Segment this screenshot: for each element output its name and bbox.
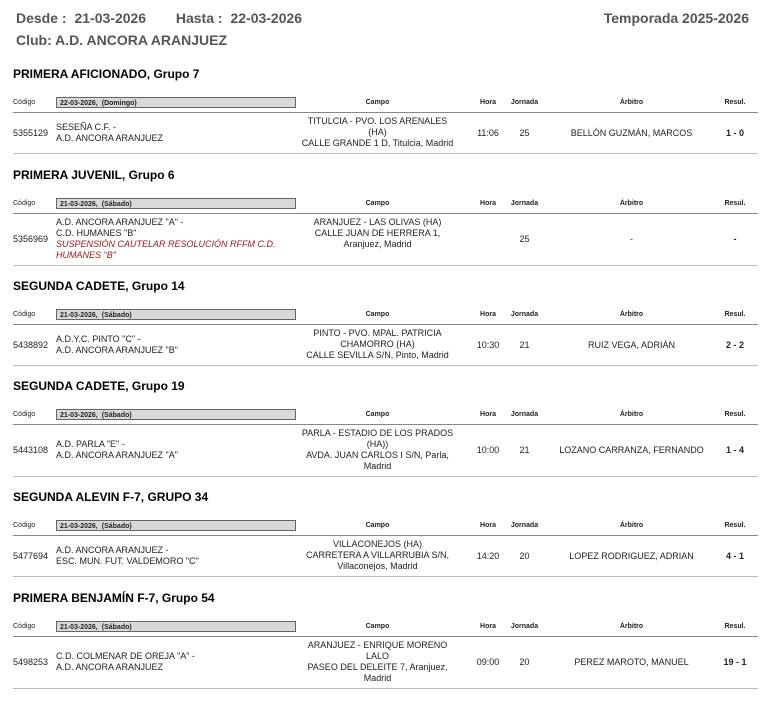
match-date: 22-03-2026, bbox=[60, 100, 98, 107]
header-divider bbox=[13, 535, 758, 536]
match-time: 14:20 bbox=[476, 550, 500, 561]
col-arbitro-header: Árbitro bbox=[619, 311, 644, 318]
col-resul-header: Resul. bbox=[724, 623, 746, 630]
match-referee: BELLÓN GUZMÁN, MARCOS bbox=[570, 127, 693, 138]
match-time: 11:06 bbox=[477, 127, 499, 138]
match-round: 25 bbox=[519, 234, 530, 244]
col-arbitro-header: Árbitro bbox=[619, 200, 644, 207]
header-divider bbox=[13, 424, 758, 425]
match-venue bbox=[296, 217, 459, 250]
home-team: A.D. ANCORA ARANJUEZ "A" - bbox=[56, 217, 184, 227]
venue-line: PINTO - PVO. MPAL. PATRICIA bbox=[313, 328, 442, 338]
match-round: 20 bbox=[519, 550, 530, 561]
col-arbitro-header: Árbitro bbox=[619, 522, 644, 529]
col-hora-header: Hora bbox=[480, 311, 496, 318]
venue-line: TITULCIA - PVO. LOS ARENALES bbox=[307, 116, 448, 126]
row-divider bbox=[13, 153, 758, 154]
match-venue bbox=[296, 640, 459, 684]
match-referee: - bbox=[630, 234, 633, 244]
match-date-box bbox=[56, 309, 296, 320]
home-team: A.D. ANCORA ARANJUEZ - bbox=[56, 544, 169, 555]
desde-label: Desde : bbox=[16, 10, 67, 26]
club-value: A.D. ANCORA ARANJUEZ bbox=[55, 32, 228, 48]
col-resul-header: Resul. bbox=[724, 522, 746, 529]
col-hora-header: Hora bbox=[480, 99, 496, 106]
col-codigo-header: Código bbox=[13, 311, 36, 318]
away-team: A.D. ANCORA ARANJUEZ bbox=[56, 662, 164, 672]
col-hora-header: Hora bbox=[480, 623, 496, 630]
match-day: (Sábado) bbox=[101, 624, 132, 631]
home-team: A.D. PARLA "E" - bbox=[56, 439, 125, 449]
col-campo-header: Campo bbox=[365, 200, 390, 207]
col-resul-header: Resul. bbox=[724, 200, 746, 207]
match-result: 4 - 1 bbox=[725, 550, 744, 561]
match-date-box bbox=[56, 621, 296, 632]
match-time: 10:00 bbox=[476, 445, 500, 455]
match-date-box bbox=[56, 97, 296, 108]
match-teams bbox=[56, 122, 301, 144]
match-teams bbox=[56, 545, 301, 567]
competition-title: SEGUNDA CADETE, Grupo 14 bbox=[13, 279, 185, 293]
col-campo-header: Campo bbox=[365, 411, 390, 418]
col-arbitro-header: Árbitro bbox=[619, 623, 644, 630]
venue-line: Madrid bbox=[363, 673, 392, 683]
match-round: 20 bbox=[519, 657, 530, 667]
col-campo-header: Campo bbox=[365, 522, 390, 529]
venue-line: LALO bbox=[365, 651, 389, 661]
venue-line: CHAMORRO (HA) bbox=[340, 339, 415, 349]
col-arbitro-header: Árbitro bbox=[619, 411, 644, 418]
competition-title: PRIMERA BENJAMÍN F-7, Grupo 54 bbox=[13, 591, 215, 605]
venue-line: CALLE SEVILLA S/N, Pinto, Madrid bbox=[306, 350, 449, 360]
match-date: 21-03-2026, bbox=[60, 201, 98, 208]
home-team: SESEÑA C.F. - bbox=[56, 121, 117, 132]
match-code: 5438892 bbox=[13, 339, 49, 350]
match-day: (Sábado) bbox=[101, 201, 132, 208]
row-divider bbox=[13, 476, 758, 477]
match-teams bbox=[56, 439, 301, 461]
away-team: ESC. MUN. FUT. VALDEMORO "C" bbox=[56, 555, 199, 566]
venue-line: Villaconejos, Madrid bbox=[337, 561, 418, 571]
match-referee: RUIZ VEGA, ADRIÁN bbox=[587, 339, 676, 350]
row-divider bbox=[13, 265, 758, 266]
col-jornada-header: Jornada bbox=[510, 99, 539, 106]
col-codigo-header: Código bbox=[13, 99, 36, 106]
row-divider bbox=[13, 365, 758, 366]
match-day: (Sábado) bbox=[101, 523, 132, 530]
row-divider bbox=[13, 576, 758, 577]
match-day: (Domingo) bbox=[101, 100, 137, 107]
venue-line: (HA)) bbox=[366, 439, 389, 449]
match-code: 5443108 bbox=[13, 445, 49, 455]
match-code: 5356969 bbox=[13, 234, 49, 244]
match-time: 10:30 bbox=[476, 339, 500, 350]
venue-line: CALLE JUAN DE HERRERA 1, bbox=[314, 228, 441, 238]
venue-line: PASEO DEL DELEITE 7, Aranjuez, bbox=[307, 662, 448, 672]
match-result: 2 - 2 bbox=[725, 339, 744, 350]
col-campo-header: Campo bbox=[365, 623, 390, 630]
col-campo-header: Campo bbox=[365, 99, 390, 106]
col-hora-header: Hora bbox=[480, 522, 496, 529]
col-codigo-header: Código bbox=[13, 522, 36, 529]
suspension-note: SUSPENSIÓN CAUTELAR RESOLUCIÓN RFFM C.D. HUMANES "B" bbox=[56, 239, 276, 260]
home-team: C.D. COLMENAR DE OREJA "A" - bbox=[56, 651, 195, 661]
match-date-box bbox=[56, 409, 296, 420]
match-result: 19 - 1 bbox=[723, 657, 747, 667]
col-codigo-header: Código bbox=[13, 623, 36, 630]
competition-title: PRIMERA JUVENIL, Grupo 6 bbox=[13, 168, 175, 182]
date-range bbox=[16, 10, 306, 26]
col-arbitro-header: Árbitro bbox=[619, 99, 644, 106]
match-result: 1 - 4 bbox=[725, 445, 744, 455]
header-divider bbox=[13, 112, 758, 113]
match-date: 21-03-2026, bbox=[60, 523, 98, 530]
match-venue bbox=[296, 328, 459, 361]
col-jornada-header: Jornada bbox=[510, 200, 539, 207]
header-divider bbox=[13, 636, 758, 637]
col-hora-header: Hora bbox=[480, 200, 496, 207]
match-referee: LOPEZ RODRIGUEZ, ADRIAN bbox=[569, 550, 694, 561]
match-referee: PEREZ MAROTO, MANUEL bbox=[574, 657, 689, 667]
venue-line: ARANJUEZ - ENRIQUE MORENO bbox=[307, 640, 448, 650]
col-campo-header: Campo bbox=[365, 311, 390, 318]
desde-value: 21-03-2026 bbox=[74, 10, 147, 26]
away-team: A.D. ANCORA ARANJUEZ "A" bbox=[56, 450, 178, 460]
competition-title: PRIMERA AFICIONADO, Grupo 7 bbox=[13, 67, 200, 81]
match-date: 21-03-2026, bbox=[60, 312, 98, 319]
match-date-box bbox=[56, 520, 296, 531]
home-team: A.D.Y.C. PINTO "C" - bbox=[56, 333, 141, 344]
season-title: Temporada 2025-2026 bbox=[603, 10, 749, 26]
venue-line: VILLACONEJOS (HA) bbox=[332, 539, 423, 549]
match-venue bbox=[296, 116, 459, 149]
col-hora-header: Hora bbox=[480, 411, 496, 418]
club-line bbox=[16, 32, 227, 48]
hasta-value: 22-03-2026 bbox=[230, 10, 303, 26]
col-resul-header: Resul. bbox=[724, 311, 746, 318]
competition-title: SEGUNDA ALEVIN F-7, GRUPO 34 bbox=[13, 490, 209, 504]
match-code: 5355129 bbox=[13, 127, 49, 138]
col-jornada-header: Jornada bbox=[510, 623, 539, 630]
col-codigo-header: Código bbox=[13, 411, 36, 418]
venue-line: CALLE GRANDE 1 D, Titulcia, Madrid bbox=[301, 138, 454, 148]
match-day: (Sábado) bbox=[101, 312, 132, 319]
col-jornada-header: Jornada bbox=[510, 522, 539, 529]
header-divider bbox=[13, 213, 758, 214]
match-result: - bbox=[733, 234, 737, 244]
match-code: 5477694 bbox=[13, 550, 49, 561]
header-divider bbox=[13, 324, 758, 325]
match-day: (Sábado) bbox=[101, 412, 132, 419]
match-round: 25 bbox=[519, 127, 530, 138]
venue-line: AVDA. JUAN CARLOS I S/N, Parla, bbox=[306, 450, 449, 460]
col-resul-header: Resul. bbox=[724, 411, 746, 418]
away-team: A.D. ANCORA ARANJUEZ bbox=[56, 132, 164, 143]
venue-line: CARRETERA A VILLARRUBIA S/N, bbox=[305, 550, 450, 560]
venue-line: Aranjuez, Madrid bbox=[343, 239, 412, 249]
match-date-box bbox=[56, 198, 296, 209]
match-round: 21 bbox=[519, 445, 530, 455]
match-teams bbox=[56, 651, 301, 673]
match-round: 21 bbox=[519, 339, 530, 350]
col-codigo-header: Código bbox=[13, 200, 36, 207]
col-resul-header: Resul. bbox=[724, 99, 746, 106]
col-jornada-header: Jornada bbox=[510, 411, 539, 418]
match-teams bbox=[56, 217, 301, 261]
match-date: 21-03-2026, bbox=[60, 412, 98, 419]
away-team: A.D. ANCORA ARANJUEZ "B" bbox=[56, 344, 178, 355]
row-divider bbox=[13, 688, 758, 689]
venue-line: Madrid bbox=[363, 461, 392, 471]
col-jornada-header: Jornada bbox=[510, 311, 539, 318]
venue-line: ARANJUEZ - LAS OLIVAS (HA) bbox=[313, 217, 442, 227]
match-venue bbox=[296, 539, 459, 572]
away-team: C.D. HUMANES "B" bbox=[56, 228, 137, 238]
match-time: 09:00 bbox=[476, 657, 500, 667]
competition-title: SEGUNDA CADETE, Grupo 19 bbox=[13, 379, 185, 393]
venue-line: (HA) bbox=[368, 127, 387, 137]
match-venue bbox=[296, 428, 459, 472]
match-code: 5498253 bbox=[13, 657, 49, 667]
hasta-label: Hasta : bbox=[175, 10, 223, 26]
match-date: 21-03-2026, bbox=[60, 624, 98, 631]
match-result: 1 - 0 bbox=[725, 127, 744, 138]
venue-line: PARLA - ESTADIO DE LOS PRADOS bbox=[301, 428, 454, 438]
match-referee: LOZANO CARRANZA, FERNANDO bbox=[559, 445, 704, 455]
club-label: Club: bbox=[16, 32, 52, 48]
match-teams bbox=[56, 334, 301, 356]
